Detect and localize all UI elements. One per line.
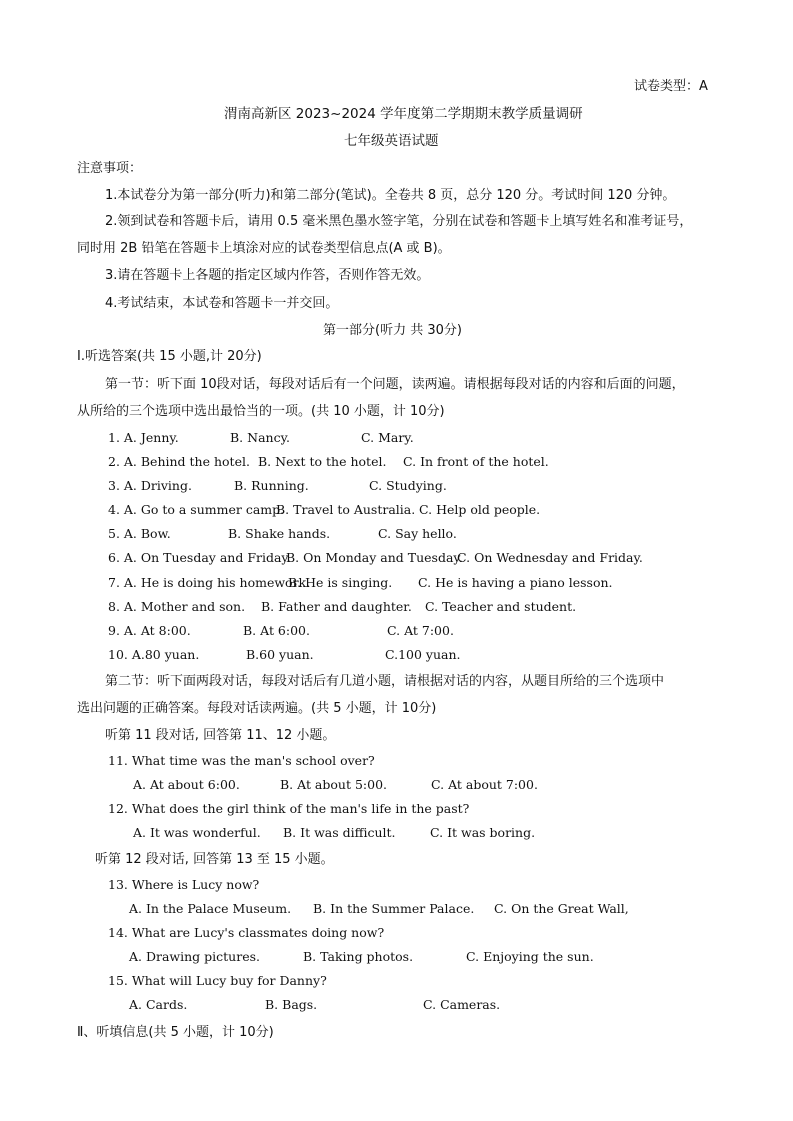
q2-option-b: B. Next to the hotel.: [258, 454, 387, 469]
q11-question: 11. What time was the man's school over?: [108, 753, 375, 768]
q8-option-a: 8. A. Mother and son.: [108, 599, 246, 614]
q1-option-b: B. Nancy.: [230, 430, 290, 445]
subsection2-instruction-cont: 选出问题的正确答案。每段对话读两遍。(共 5 小题，计 10分): [77, 701, 437, 716]
q3-option-a: 3. A. Driving.: [108, 478, 192, 493]
subsection2-instruction: 第二节：听下面两段对话，每段对话后有几道小题，请根据对话的内容，从题目所给的三个选项中: [105, 674, 665, 689]
q2-option-c: C. In front of the hotel.: [403, 454, 549, 469]
q7-option-c: C. He is having a piano lesson.: [418, 575, 613, 590]
q13-question: 13. Where is Lucy now?: [108, 877, 260, 892]
q8-option-c: C. Teacher and student.: [425, 599, 577, 614]
q15-option-a: A. Cards.: [129, 997, 188, 1012]
q14-option-c: C. Enjoying the sun.: [466, 949, 594, 964]
notice-item-4: 4.考试结束，本试卷和答题卡一并交回。: [105, 296, 339, 311]
q13-option-c: C. On the Great Wall,: [494, 901, 629, 916]
q5-option-c: C. Say hello.: [378, 526, 457, 541]
q15-question: 15. What will Lucy buy for Danny?: [108, 973, 327, 988]
q1-option-c: C. Mary.: [361, 430, 414, 445]
notice-item-2: 2.领到试卷和答题卡后，请用 0.5 毫米黑色墨水签字笔，分别在试卷和答题卡上填写姓名和准考证号，: [105, 214, 693, 229]
q12-option-c: C. It was boring.: [430, 825, 536, 840]
dialog-11-intro: 听第 11 段对话, 回答第 11、12 小题。: [105, 728, 336, 743]
q10-option-a: 10. A.80 yuan.: [108, 647, 200, 662]
q1-option-a: 1. A. Jenny.: [108, 430, 179, 445]
q2-option-a: 2. A. Behind the hotel.: [108, 454, 250, 469]
notice-heading: 注意事项：: [77, 161, 143, 176]
q5-option-a: 5. A. Bow.: [108, 526, 171, 541]
q10-option-b: B.60 yuan.: [246, 647, 314, 662]
q7-option-a: 7. A. He is doing his homework.: [108, 575, 311, 590]
q6-option-a: 6. A. On Tuesday and Friday.: [108, 550, 291, 565]
part1-heading: 第一部分(听力 共 30分): [323, 323, 462, 338]
q4-option-b: B. Travel to Australia.: [276, 502, 416, 517]
subsection1-instruction-cont: 从所给的三个选项中选出最恰当的一项。(共 10 小题，计 10分): [77, 404, 445, 419]
q7-option-b: B. He is singing.: [288, 575, 393, 590]
q4-option-a: 4. A. Go to a summer camp.: [108, 502, 285, 517]
notice-item-3: 3.请在答题卡上各题的指定区域内作答，否则作答无效。: [105, 268, 430, 283]
q5-option-b: B. Shake hands.: [228, 526, 331, 541]
q6-option-b: B. On Monday and Tuesday.: [286, 550, 463, 565]
q6-option-c: C. On Wednesday and Friday.: [457, 550, 643, 565]
q15-option-c: C. Cameras.: [423, 997, 501, 1012]
exam-subtitle: 七年级英语试题: [344, 133, 439, 149]
q9-option-a: 9. A. At 8:00.: [108, 623, 191, 638]
q11-option-b: B. At about 5:00.: [280, 777, 388, 792]
notice-item-1: 1.本试卷分为第一部分(听力)和第二部分(笔试)。全卷共 8 页，总分 120 分。考试时间 120 分钟。: [105, 188, 676, 203]
q14-option-a: A. Drawing pictures.: [129, 949, 260, 964]
q3-option-c: C. Studying.: [369, 478, 447, 493]
q12-option-b: B. It was difficult.: [283, 825, 396, 840]
q3-option-b: B. Running.: [234, 478, 309, 493]
section2-heading: Ⅱ、听填信息(共 5 小题，计 10分): [77, 1025, 274, 1040]
q9-option-b: B. At 6:00.: [243, 623, 310, 638]
q12-option-a: A. It was wonderful.: [133, 825, 261, 840]
q4-option-c: C. Help old people.: [419, 502, 541, 517]
notice-item-2-cont: 同时用 2B 铅笔在答题卡上填涂对应的试卷类型信息点(A 或 B)。: [77, 241, 451, 256]
q14-option-b: B. Taking photos.: [303, 949, 414, 964]
q14-question: 14. What are Lucy's classmates doing now?: [108, 925, 385, 940]
q15-option-b: B. Bags.: [265, 997, 318, 1012]
dialog-12-intro: 听第 12 段对话, 回答第 13 至 15 小题。: [95, 852, 334, 867]
section1-heading: Ⅰ.听选答案(共 15 小题,计 20分): [77, 349, 262, 364]
q9-option-c: C. At 7:00.: [387, 623, 454, 638]
q11-option-c: C. At about 7:00.: [431, 777, 538, 792]
q11-option-a: A. At about 6:00.: [133, 777, 240, 792]
q10-option-c: C.100 yuan.: [385, 647, 461, 662]
q12-question: 12. What does the girl think of the man's life in the past?: [108, 801, 470, 816]
q13-option-b: B. In the Summer Palace.: [313, 901, 475, 916]
exam-title: 渭南高新区 2023~2024 学年度第二学期期末教学质量调研: [224, 106, 583, 122]
q8-option-b: B. Father and daughter.: [261, 599, 412, 614]
q13-option-a: A. In the Palace Museum.: [129, 901, 292, 916]
paper-type-label: 试卷类型：A: [634, 79, 708, 94]
subsection1-instruction: 第一节：听下面 10段对话，每段对话后有一个问题，读两遍。请根据每段对话的内容和后面的问题，: [105, 377, 685, 392]
